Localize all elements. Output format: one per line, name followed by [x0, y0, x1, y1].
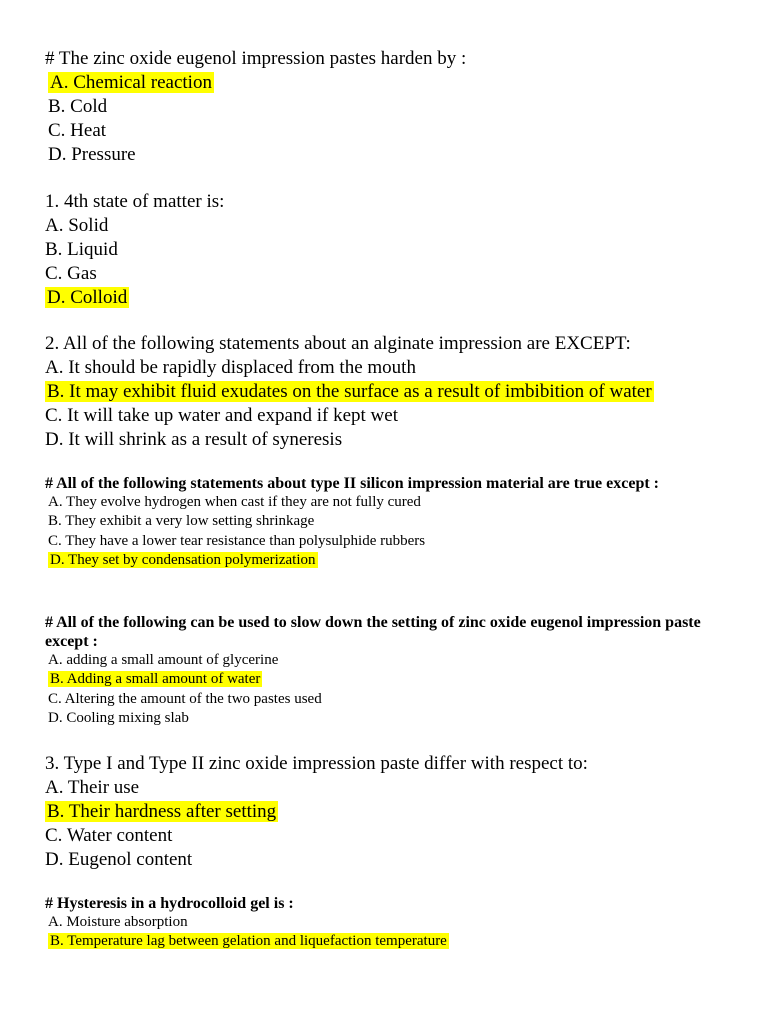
- question-stem: # All of the following statements about type II silicon impression material are true except :: [45, 475, 660, 492]
- question-stem: # All of the following can be used to slow down the setting of zinc oxide eugenol impression paste except :: [45, 614, 701, 650]
- question-silicon-impression: [45, 474, 728, 571]
- question-state-of-matter: [45, 190, 728, 310]
- question-alginate-impression: [45, 332, 728, 452]
- answer-option: B. They exhibit a very low setting shrinkage: [48, 513, 315, 530]
- question-stem: # Hysteresis in a hydrocolloid gel is :: [45, 895, 294, 912]
- highlighted-answer: B. Their hardness after setting: [47, 801, 277, 822]
- highlighted-answer: B. Adding a small amount of water: [50, 671, 261, 688]
- answer-option: [45, 551, 728, 570]
- answer-option: [45, 71, 728, 95]
- highlighted-answer: D. Colloid: [47, 287, 128, 308]
- answer-option: D. It will shrink as a result of syneresis: [45, 429, 343, 450]
- answer-option: [45, 380, 728, 404]
- question-stem: 2. All of the following statements about an alginate impression are EXCEPT:: [45, 333, 631, 354]
- highlighted-answer: B. It may exhibit fluid exudates on the surface as a result of imbibition of water: [47, 381, 652, 402]
- highlighted-answer: B. Temperature lag between gelation and liquefaction temperature: [50, 933, 447, 950]
- answer-option: C. It will take up water and expand if kept wet: [45, 405, 398, 426]
- answer-option: [45, 670, 728, 689]
- question-type-i-type-ii: [45, 752, 728, 872]
- answer-option: A. adding a small amount of glycerine: [48, 652, 279, 668]
- answer-option: C. Altering the amount of the two pastes used: [48, 690, 322, 707]
- question-stem: # The zinc oxide eugenol impression pastes harden by :: [45, 48, 467, 69]
- highlighted-answer: A. Chemical reaction: [50, 72, 212, 93]
- answer-option: [45, 286, 728, 310]
- answer-option: [45, 932, 728, 951]
- question-stem: 1. 4th state of matter is:: [45, 191, 225, 212]
- question-stem: 3. Type I and Type II zinc oxide impression paste differ with respect to:: [45, 753, 588, 774]
- answer-option: C. They have a lower tear resistance than polysulphide rubbers: [48, 532, 426, 549]
- answer-option: A. They evolve hydrogen when cast if they are not fully cured: [48, 494, 421, 510]
- highlighted-answer: D. They set by condensation polymerization: [50, 552, 316, 569]
- question-slow-setting: [45, 613, 728, 729]
- answer-option: C. Heat: [48, 120, 107, 141]
- answer-option: D. Eugenol content: [45, 849, 193, 870]
- question-hysteresis: [45, 894, 728, 952]
- answer-option: D. Cooling mixing slab: [48, 710, 189, 727]
- answer-option: D. Pressure: [48, 144, 136, 165]
- answer-option: B. Cold: [48, 96, 108, 117]
- answer-option: C. Gas: [45, 263, 97, 284]
- answer-option: A. It should be rapidly displaced from the mouth: [45, 357, 416, 378]
- answer-option: A. Solid: [45, 215, 109, 236]
- answer-option: A. Their use: [45, 777, 140, 798]
- answer-option: C. Water content: [45, 825, 173, 846]
- answer-option: A. Moisture absorption: [48, 914, 188, 930]
- question-zinc-oxide-harden: [45, 47, 728, 167]
- answer-option: [45, 800, 728, 824]
- answer-option: B. Liquid: [45, 239, 118, 260]
